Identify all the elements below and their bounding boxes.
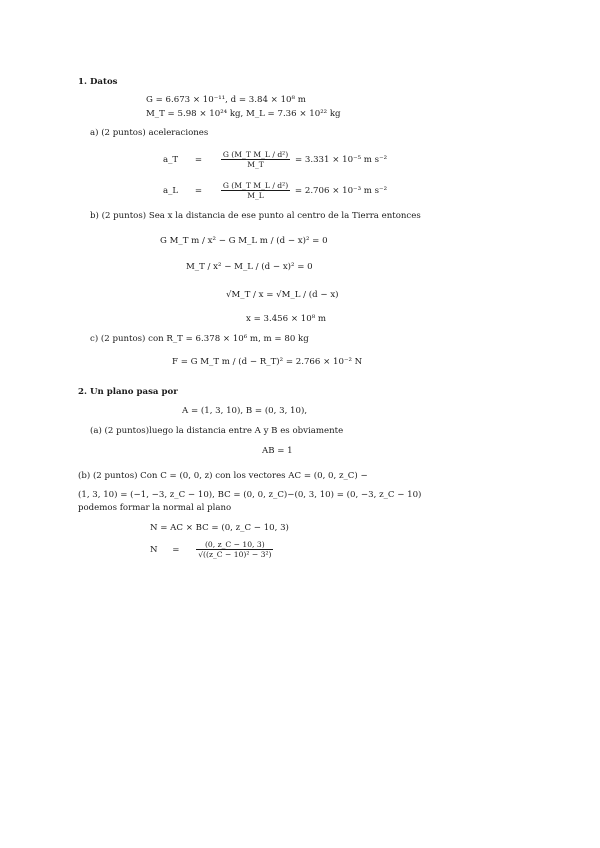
- accel-moon-denominator: M_L: [247, 191, 264, 200]
- data-line-1: G = 6.673 × 10⁻¹¹, d = 3.84 × 10⁸ m: [146, 95, 306, 105]
- balance-equation-1: G M_T m / x² − G M_L m / (d − x)² = 0: [160, 236, 328, 246]
- part-c-label: c) (2 puntos) con R_T = 6.378 × 10⁶ m, m = 80 kg: [90, 334, 309, 344]
- points-definition: A = (1, 3, 10), B = (0, 3, 10),: [182, 406, 308, 416]
- accel-earth-denominator: M_T: [247, 160, 264, 169]
- accel-moon-equation: a_L = $\frac{\text{G (M\_T M\_L / d²)}}{M\_L}$ = 2.706 × 10⁻³ m s⁻²: [163, 181, 388, 200]
- accel-moon-result: = 2.706 × 10⁻³ m s⁻²: [294, 186, 388, 196]
- part-2b-line-2: (1, 3, 10) = (−1, −3, z_C − 10), BC = (0, 0, z_C)−(0, 3, 10) = (0, −3, z_C − 10): [78, 490, 422, 500]
- accel-earth-result: = 3.331 × 10⁻⁵ m s⁻²: [294, 155, 388, 165]
- normal-unit-denominator: √((z_C − 10)² − 3²): [198, 550, 272, 559]
- accel-earth-fraction: [221, 150, 290, 169]
- accel-earth-equation: a_T = $\frac{\text{G (M\_T M\_L / d²)}}{M\_T}$ = 3.331 × 10⁻⁵ m s⁻²: [163, 150, 388, 169]
- part-a-label: a) (2 puntos) aceleraciones: [90, 128, 209, 138]
- accel-moon-numerator: G (M_T M_L / d²): [222, 181, 289, 190]
- part-2a-label: (a) (2 puntos)luego la distancia entre A y B es obviamente: [90, 426, 344, 436]
- balance-equation-2: M_T / x² − M_L / (d − x)² = 0: [186, 262, 313, 272]
- part-2b-line-3: podemos formar la normal al plano: [78, 503, 232, 513]
- normal-unit-fraction: [196, 540, 273, 559]
- balance-equation-3: √M_T / x = √M_L / (d − x): [226, 290, 339, 300]
- normal-unit-numerator: (0, z_C − 10, 3): [196, 540, 273, 550]
- accel-moon-lhs: a_L: [163, 186, 179, 196]
- accel-earth-lhs: a_T: [163, 155, 179, 165]
- problem-2-title: 2. Un plano pasa por: [78, 387, 178, 397]
- accel-moon-fraction: [221, 181, 290, 200]
- distance-result: AB = 1: [262, 446, 293, 456]
- part-2b-line-1: (b) (2 puntos) Con C = (0, 0, z) con los vectores AC = (0, 0, z_C) −: [78, 471, 368, 481]
- normal-equation-2: N = $\frac{(0, z\_C - 10, 3)}{\text{√((z\_C − 10)² − 3²)}}$: [150, 540, 272, 559]
- problem-1-title: 1. Datos: [78, 77, 118, 87]
- normal-equation-1: N = AC × BC = (0, z_C − 10, 3): [150, 523, 289, 533]
- data-line-2: M_T = 5.98 × 10²⁴ kg, M_L = 7.36 × 10²² kg: [146, 109, 341, 119]
- part-b-label: b) (2 puntos) Sea x la distancia de ese punto al centro de la Tierra entonces: [90, 211, 421, 221]
- accel-earth-numerator: G (M_T M_L / d²): [222, 150, 289, 159]
- balance-result: x = 3.456 × 10⁸ m: [246, 314, 327, 324]
- force-equation: F = G M_T m / (d − R_T)² = 2.766 × 10⁻² N: [172, 357, 363, 367]
